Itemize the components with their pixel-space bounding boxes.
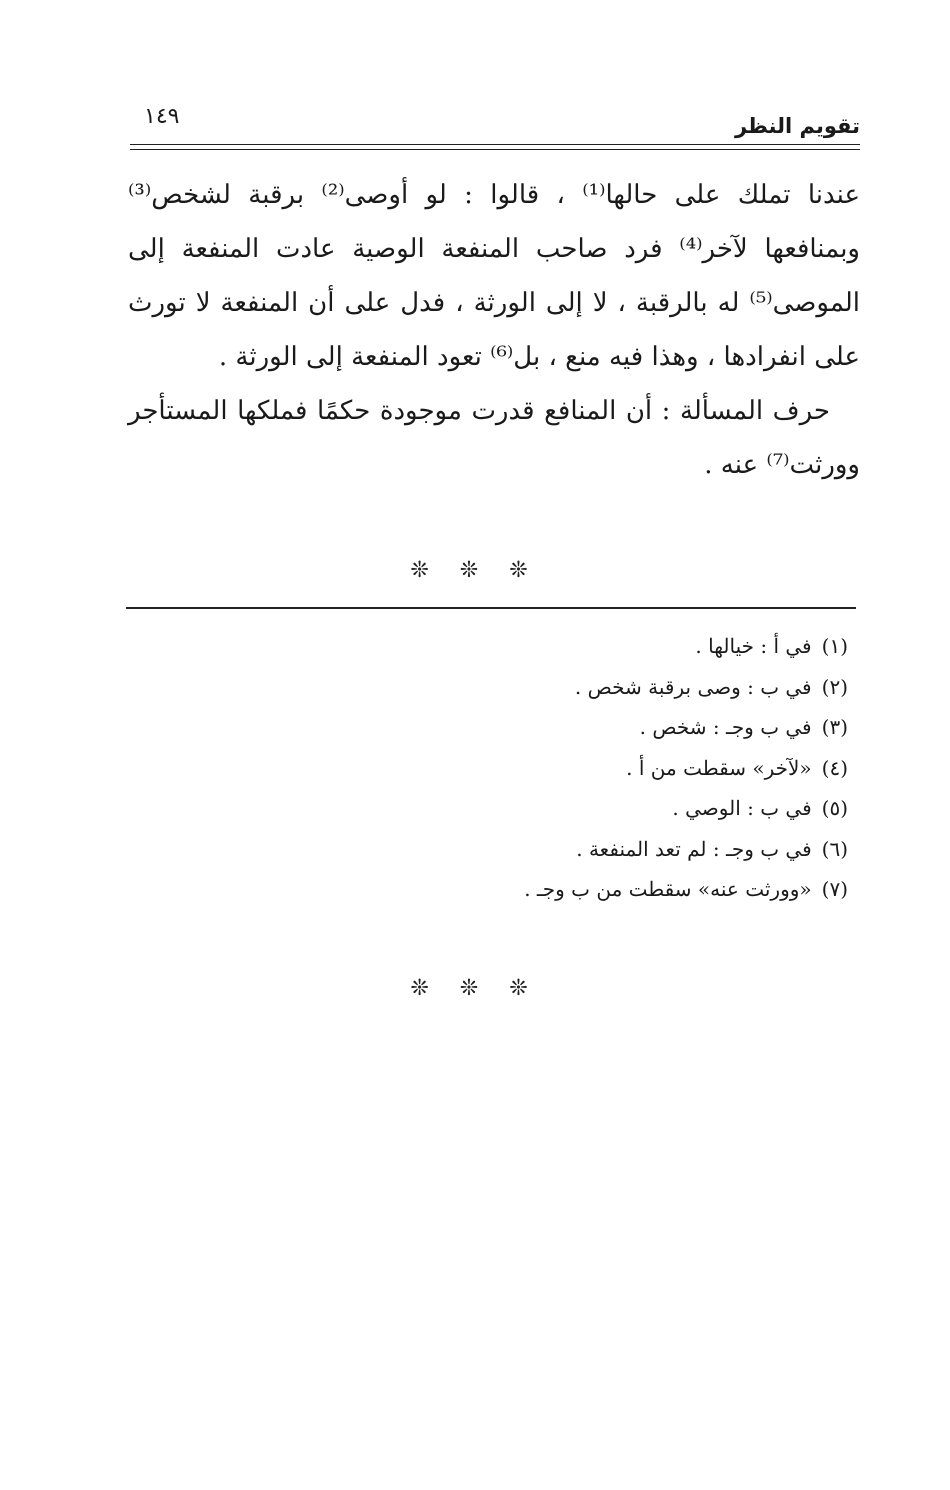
footnote-number: (٤) bbox=[821, 755, 848, 780]
footnote-item bbox=[300, 788, 848, 829]
paragraph: حرف المسألة : أن المنافع قدرت موجودة حكمًا فملكها المستأجر وورثت⁽⁷⁾ عنه . bbox=[128, 396, 860, 480]
footnote-text: في ب وجـ : شخص . bbox=[639, 715, 812, 739]
footnote-rule bbox=[126, 607, 856, 609]
footnote-number: (٣) bbox=[821, 715, 848, 739]
footnote-item bbox=[300, 626, 848, 667]
footnote-text: في أ : خيالها . bbox=[695, 634, 812, 658]
running-title: تقويم النظر bbox=[734, 114, 860, 138]
page-header bbox=[130, 96, 860, 148]
footnote-text: في ب : الوصي . bbox=[672, 796, 812, 820]
footnote-text: «لآخر» سقطت من أ . bbox=[626, 755, 812, 780]
section-divider-stars: ❊ ❊ ❊ bbox=[410, 558, 540, 583]
main-text bbox=[128, 168, 860, 492]
footnote-number: (٦) bbox=[821, 836, 848, 861]
footnote-number: (٢) bbox=[821, 674, 848, 699]
footnote-item bbox=[300, 829, 848, 870]
end-divider-stars: ❊ ❊ ❊ bbox=[410, 976, 540, 1001]
footnote-number: (٥) bbox=[821, 796, 848, 820]
footnote-item bbox=[300, 748, 848, 789]
footnote-number: (١) bbox=[821, 634, 848, 658]
header-rule-top bbox=[130, 144, 860, 145]
footnote-number: (٧) bbox=[821, 877, 848, 901]
footnote-item bbox=[300, 869, 848, 910]
footnote-item bbox=[300, 667, 848, 708]
page-number: ١٤٩ bbox=[144, 104, 180, 129]
footnote-text: «وورثت عنه» سقطت من ب وجـ . bbox=[524, 877, 812, 901]
footnote-item bbox=[300, 707, 848, 748]
footnotes-list bbox=[300, 626, 848, 910]
footnote-text: في ب وجـ : لم تعد المنفعة . bbox=[576, 836, 812, 861]
footnote-text: في ب : وصى برقبة شخص . bbox=[574, 674, 812, 699]
header-rule-bottom bbox=[130, 149, 860, 150]
paragraph: عندنا تملك على حالها⁽¹⁾ ، قالوا : لو أوصى⁽²⁾ برقبة لشخص⁽³⁾ وبمنافعها لآخر⁽⁴⁾ فرد صاحب المنفعة الوصية عادت المنفعة إلى الموصى⁽⁵⁾ له بالرقبة ، لا إلى الورثة ، فدل على أن المنفعة لا تورث على انفرادها ، وهذا فيه منع ، بل⁽⁶⁾ تعود المنفعة إلى الورثة . bbox=[128, 180, 860, 372]
